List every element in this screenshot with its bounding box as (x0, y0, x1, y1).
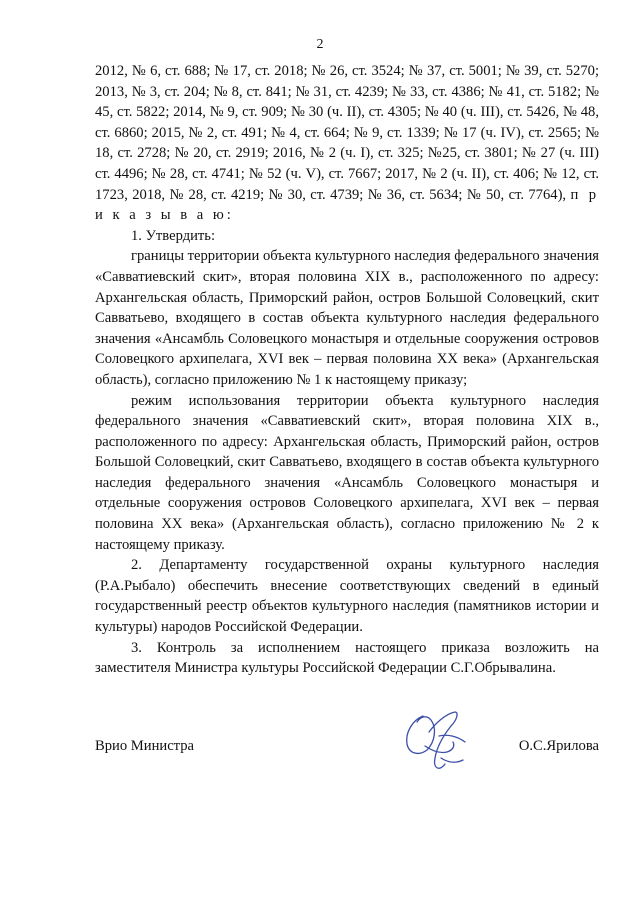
item1-heading: 1. Утвердить: (131, 227, 216, 244)
signatory-title: Врио Министра (95, 738, 194, 754)
order-word: п р и к а з ы в а ю: (95, 186, 600, 224)
item3-paragraph: 3. Контроль за исполнением настоящего приказа возложить на заместителя Министра культуры Российской Федерации С.Г.Обрывалина. (95, 639, 599, 677)
signatory-name: О.С.Ярилова (518, 738, 599, 754)
citations-paragraph (95, 61, 599, 226)
citations-text: 2012, № 6, ст. 688; № 17, ст. 2018; № 26, ст. 3524; № 37, ст. 5001; № 39, ст. 5270; 2013, № 3, ст. 204; № 8, ст. 841; № 31, ст. 4239; № 33, ст. 4386; № 41, ст. 5182; № 45, ст. 5822; 2014, № 9, ст. 909; № 30 (ч. II), ст. 4305; № 40 (ч. III), ст. 5426, № 48, ст. 6860; 2015, № 2, ст. 491; № 4, ст. 664; № 9, ст. 1339; № 17 (ч. IV), ст. 2565; № 18, ст. 2728; № 20, ст. 2919; 2016, № 2 (ч. I), ст. 325; №25, ст. 3801; № 27 (ч. III) ст. 4496; № 28, ст. 4741; № 52 (ч. V), ст. 7667; 2017, № 2 (ч. II), ст. 406; № 12, ст. 1723, 2018, № 28, ст. 4219; № 30, ст. 4739; № 36, ст. 5634; № 50, ст. 7764), (95, 63, 599, 203)
item1-regime-paragraph: режим использования территории объекта культурного наследия федерального значения «Савватиевский скит», вторая половина XIX в., расположенного по адресу: Архангельская область, Приморский район, остров Большой Соловецкий, скит Савватьево, входящего в состав объекта культурного наследия федерального значения «Ансамбль Соловецкого монастыря и отдельные сооружения островов Соловецкого архипелага, XVI век – первая половина XX века» (Архангельская область), согласно приложению № 2 к настоящему приказу. (95, 392, 599, 553)
item1-boundaries-paragraph: границы территории объекта культурного наследия федерального значения «Савватиевский скит», вторая половина XIX в., расположенного по адресу: Архангельская область, Приморский район, остров Большой Соловецкий, скит Савватьево, входящего в состав объекта культурного наследия федерального значения «Ансамбль Соловецкого монастыря и отдельные сооружения островов Соловецкого архипелага, XVI век – первая половина XX века» (Архангельская область), согласно приложению № 1 к настоящему приказу; (95, 248, 599, 388)
page-number: 2 (316, 37, 324, 52)
item2-paragraph: 2. Департаменту государственной охраны культурного наследия (Р.А.Рыбало) обеспечить внесение соответствующих сведений в единый государственный реестр объектов культурного наследия (памятников истории и культуры) народов Российской Федерации. (95, 557, 599, 636)
signature-block (95, 738, 599, 818)
handwritten-signature (395, 706, 475, 774)
document-body (95, 61, 599, 679)
